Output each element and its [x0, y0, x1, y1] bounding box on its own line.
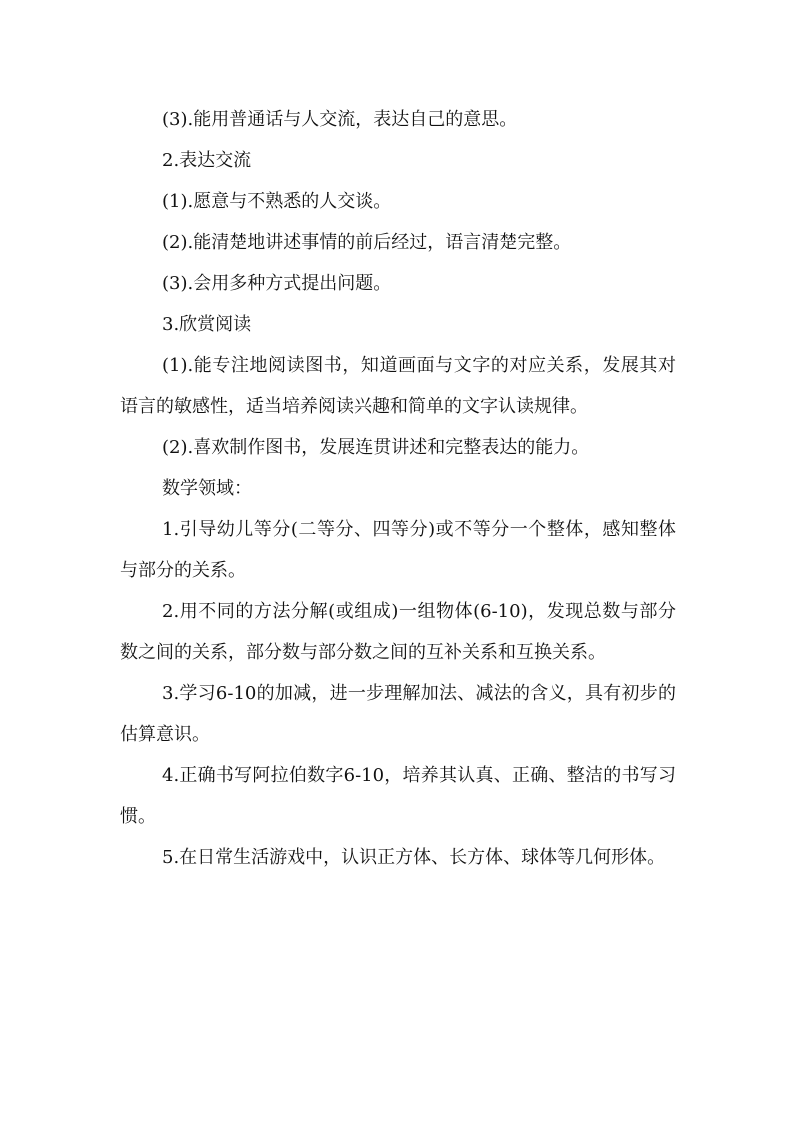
document-body: [120, 99, 676, 878]
paragraph: 3.学习6-10的加减，进一步理解加法、减法的含义，具有初步的估算意识。: [120, 683, 676, 745]
paragraph: (1).愿意与不熟悉的人交谈。: [162, 191, 392, 212]
paragraph: 4.正确书写阿拉伯数字6-10，培养其认真、正确、整洁的书写习惯。: [120, 765, 676, 827]
section-heading: 3.欣赏阅读: [162, 314, 252, 335]
paragraph: 5.在日常生活游戏中，认识正方体、长方体、球体等几何形体。: [162, 847, 666, 868]
paragraph: (3).能用普通话与人交流，表达自己的意思。: [162, 109, 518, 130]
paragraph: (3).会用多种方式提出问题。: [162, 273, 392, 294]
section-heading: 2.表达交流: [162, 150, 252, 171]
paragraph: (2).能清楚地讲述事情的前后经过，语言清楚完整。: [162, 232, 572, 253]
paragraph: 1.引导幼儿等分(二等分、四等分)或不等分一个整体，感知整体与部分的关系。: [120, 519, 676, 581]
section-heading: 数学领域：: [162, 478, 252, 499]
paragraph: (1).能专注地阅读图书，知道画面与文字的对应关系，发展其对语言的敏感性，适当培养阅读兴趣和简单的文字认读规律。: [120, 355, 676, 417]
paragraph: 2.用不同的方法分解(或组成)一组物体(6-10)，发现总数与部分数之间的关系，部分数与部分数之间的互补关系和互换关系。: [120, 601, 676, 663]
paragraph: (2).喜欢制作图书，发展连贯讲述和完整表达的能力。: [162, 437, 590, 458]
